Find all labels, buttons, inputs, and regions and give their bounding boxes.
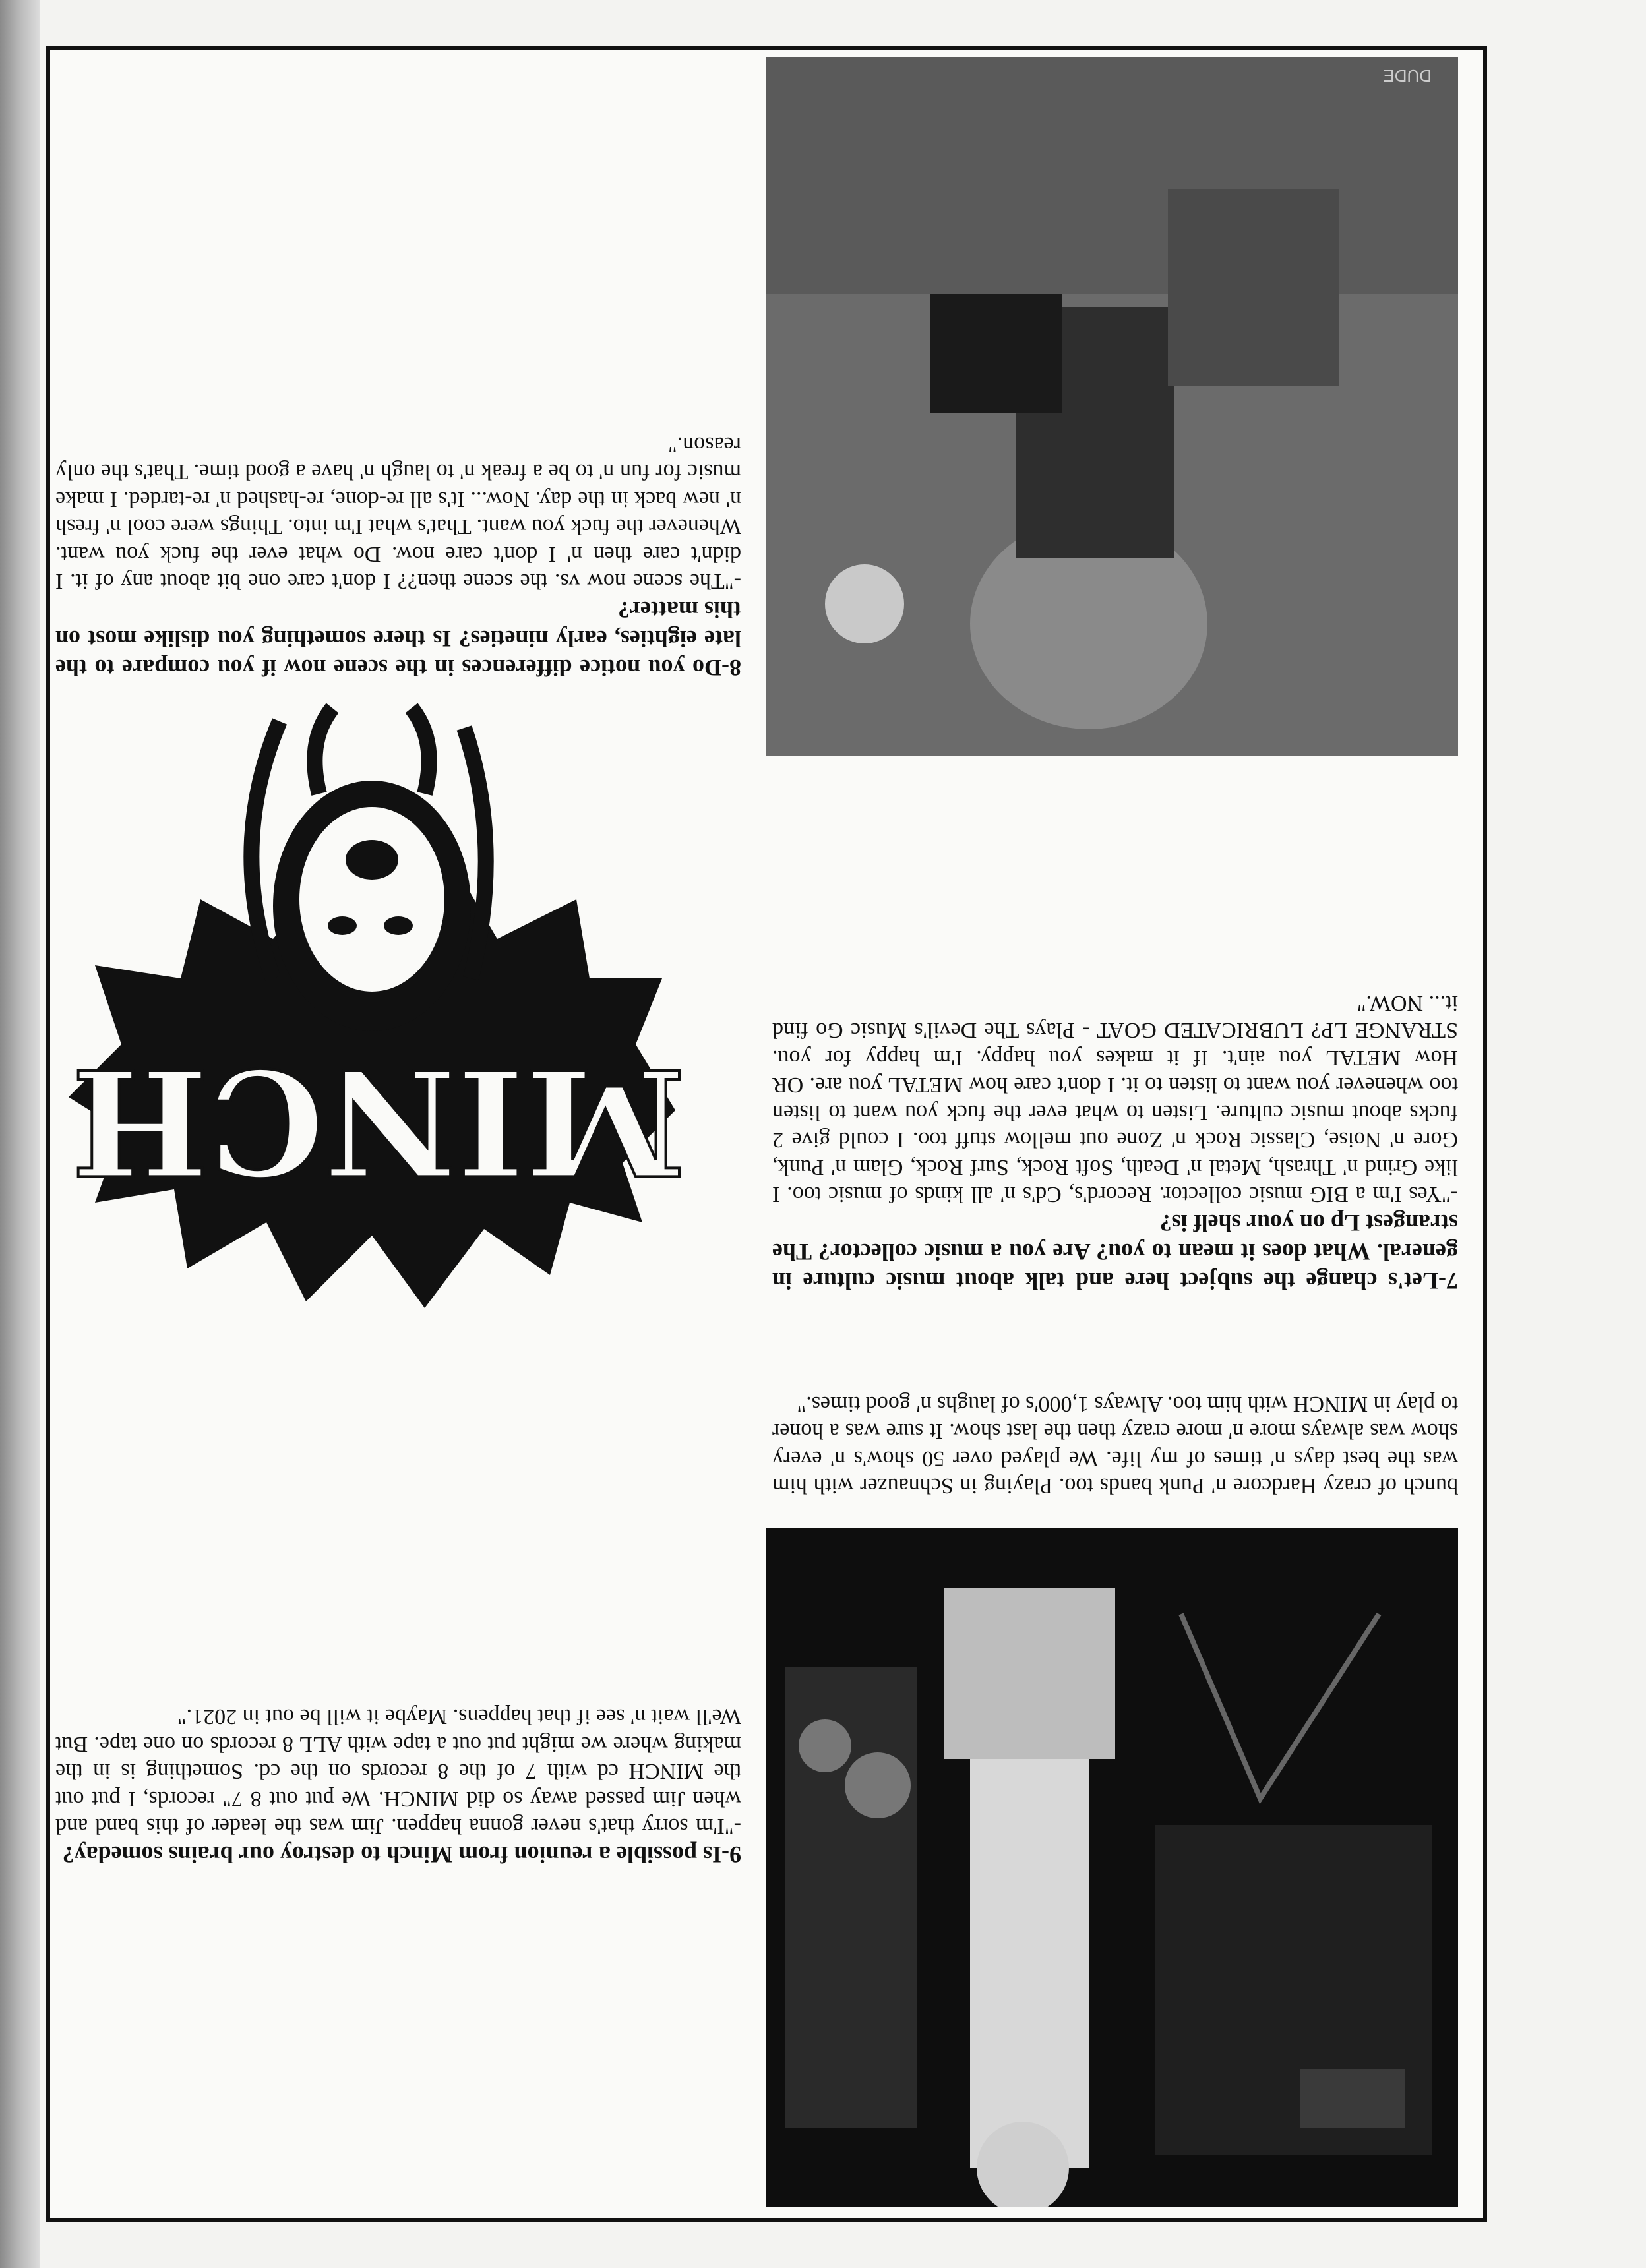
answer-9: -"I'm sorry that's never gonna happen. Jim was the leader of this band and when Jim passed away so did MINCH. We put out 8 7" records, I put out the MINCH cd with 7 of the 8 records on the cd. Something is in the making where we might put out a tape with ALL 8 records on one tape. But We'll wait n' see if that happens. Maybe it will be out in 2021." xyxy=(55,1704,741,1839)
answer-8: -"The scene now vs. the scene then?? I don't care one bit about any of it. I didn't care then n' I don't care now. Do what ever the fuck you want. Whenever the fuck you want. That's what I'm into. Things were cool n' fresh n' new back in the day. Now... It's all re-done, re-hashed n' re-tarded. I make music for fun n' to be a freak n' to laugh n' have a good time. That's the only reason." xyxy=(55,432,741,594)
scan-binding-shadow xyxy=(0,0,40,2268)
question-8: 8-Do you notice differences in the scene now if you compare to the late eighties, early nineties? Is there something you dislike most on this matter? xyxy=(55,597,741,681)
continuation-block xyxy=(772,1390,1458,1499)
answer-7: -"Yes I'm a BIG music collector. Record's, Cd's n' all kinds of music too. I like Grind n' Thrash, Metal n' Death, Soft Rock, Surf Rock, Glam n' Punk, Gore n' Noise, Classic Rock n' Zone out mellow stuff too. I could give 2 fucks about music culture. Listen to what ever the fuck you want to listen too whenever you want to listen to it. I don't care how METAL you are. OR How METAL you ain't. If it makes you happy. I'm happy for you. STRANGE LP? LUBRICATED GOAT - Plays The Devil's Music Go find it... NOW." xyxy=(772,991,1458,1207)
column-right-stack xyxy=(49,50,741,2218)
question-9: 9-Is possible a reunion from Minch to destroy our brains someday? xyxy=(62,1841,741,1868)
question-7: 7-Let's change the subject here and talk about music culture in general. What does it mean to you? Are you a music collector? The strangest Lp on your shelf is? xyxy=(772,1210,1458,1294)
zine-page-frame xyxy=(46,46,1487,2222)
column-left-final xyxy=(766,50,1458,2218)
minch-logo xyxy=(55,701,702,1440)
q7-block xyxy=(772,990,1458,1295)
photo-credit: DUDE xyxy=(1383,66,1432,86)
photo-concert xyxy=(766,1528,1458,2207)
q8-block xyxy=(55,431,741,682)
continuation-paragraph: bunch of crazy Hardcore n' Punk bands too. Playing in Schnauzer with him was the best days n' times of my life. We played over 50 show's n' every show was always more n' more crazy then the last show. It sure was a honer to play in MINCH with him too. Always 1,000's of laughs n' good times." xyxy=(772,1391,1458,1498)
logo-text: MINCH xyxy=(71,1036,686,1207)
q9-block xyxy=(55,1703,741,1868)
